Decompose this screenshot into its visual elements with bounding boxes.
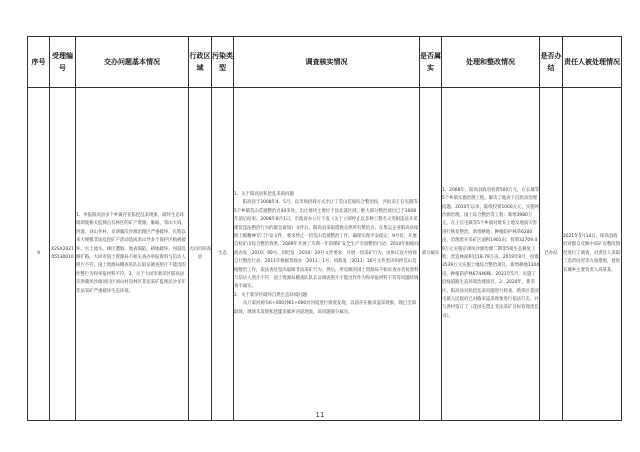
table-row [28,88,622,421]
table-header-row [28,37,622,88]
cell-pollution: 生态 [212,88,234,421]
cell-done: 已办结 [540,88,563,421]
page-number: 11 [315,411,325,419]
cell-accountability: 2021年5月14日，阳高县政府对群众反映中采矿点整改情况进行了调查，对责任人采取了追责问责等方面措施，督促长城乡主要负责人高某某。 [563,88,622,421]
cell-handling: 1、2008年，阳高县政府投资500万元，在长城等5个乡镇实施治理工程，解决了地表下沉扰动治理问题。2010年以来，陆续投资1000万元，实施风沙源治理、国土综合整治等工程；新增3980万元，在王官屯镇等5个乡镇对废弃土地及地质灾害进行恢复整治，新增耕地；种植防护林草6200亩，治理废弃采矿区面积1901亩；投资32709.49万元实施京津风沙源治理二期等5项生态修复工程；营造林面积达18.79万亩。2019年8月，投资3539万元实施土地综合整治项目，新增耕地1104亩，种植防护林67446株。2021年5月，实施了沿线道路生态环境治理项目。2、2020年，新荣区、阳高县对私挖乱采问题进行检查，新荣区花园屯镇人民政府已对偷采盗采现象进行依法打击，并与各村签订了《花园屯禁止非法采矿目标管理责任书》。 [442,88,540,421]
cell-region: 大同市阳高县 [189,88,212,421]
cell-seq: 9 [28,88,50,421]
header-seq: 序号 [28,37,50,88]
cell-id: X2SX202105130010 [50,88,76,421]
header-issue: 交办问题基本情况 [76,37,189,88]
header-region: 行政区域 [189,37,212,88]
cell-verified: 部分属实 [420,88,442,421]
complaint-handling-table [27,36,622,421]
investigation-paragraph-2: 从万家河源头K+000到K1+000对河道进行排查发现，以前存在偷采盗采现象，现已全部取缔，现场未发现私挖滥采破坏河道现象，该问题部分属实。 [234,301,416,315]
header-pollution: 污染类型 [212,37,234,88]
investigation-heading-1: 1、关于阳高县私挖乱采的问题 [234,191,294,197]
investigation-heading-2: 2、关于新荣区破坏自然生态环境问题 [234,292,308,298]
header-investigation: 调查核实情况 [234,37,420,88]
investigation-paragraph-1: 阳高县于2008年4、5月，以市场招商方式出让了荒山荒坡综合整治权，共拍卖王官屯镇等5个乡镇荒山荒坡整治点40多处。出让地块主要位于县北部区域，绝大部分整治项目已于2008年前后结束。2008年8月1日，市政府办公厅下发《关于立即停止以多种工程名义变相违法开采煤炭违法整治行为的紧急通知》文件后，阳高县采取措施关停所有整治点；在集运企业阳高县按照上级精神专门下发文件，要求停止一切荒山荒坡整治工作，确保实现平安稳定；9月份，开展自检矿山综合整治效果。2009年开展了为期一年的煤矿安全生产专项整治行动；2010年根据同政办发〔2010〕90号、同纪发〔2010〕20号文件要求，开展一切采矿行为、由协议双方协商自行整治行动；2011年根据晋政办〔2011〕1号、同政发〔2011〕16号文件坚决叫停荒山荒坡整治工作，依法查处坚决取缔非法采矿行为。然后，所反映的国土资源局不如实查办答复资料与信访人照片不符，国土资源局稽查队队长证调查照片不能出作作为和举报材料不符等问题经调查不属实。 [234,200,419,290]
cell-issue: 1、举报阳高县多个乡镇存在私挖乱采现象，破坏生态环境即使相关监测点有林区的矿产资源。雁峪、荣山大垴、河流、刘山井村、京津冀沃沙源治理区严重破坏，长期以来大规模非法乱挖矿产活动造成采山导多个保护区植被破坏、水土流失、林区遭毁、地表塌陷，耕地破坏，河道乱修扩路。大同市国土资源局不如实查办举报资料与信访人照片不符，国土资源局稽查队队长取证调查照片不能出的作整行为和举报材料不符。2、关于大同市新荣区阳高县京津冀风沙源项目区刘山村沟林区非法采矿监视民沙多年非法采矿严重破坏生态环境。 [76,88,189,421]
header-verified: 是否属实 [420,37,442,88]
cell-investigation [234,88,420,421]
header-id: 受理编号 [50,37,76,88]
header-done: 是否办结 [540,37,563,88]
header-accountability: 责任人被处理情况 [563,37,622,88]
header-handling: 处理和整改情况 [442,37,540,88]
